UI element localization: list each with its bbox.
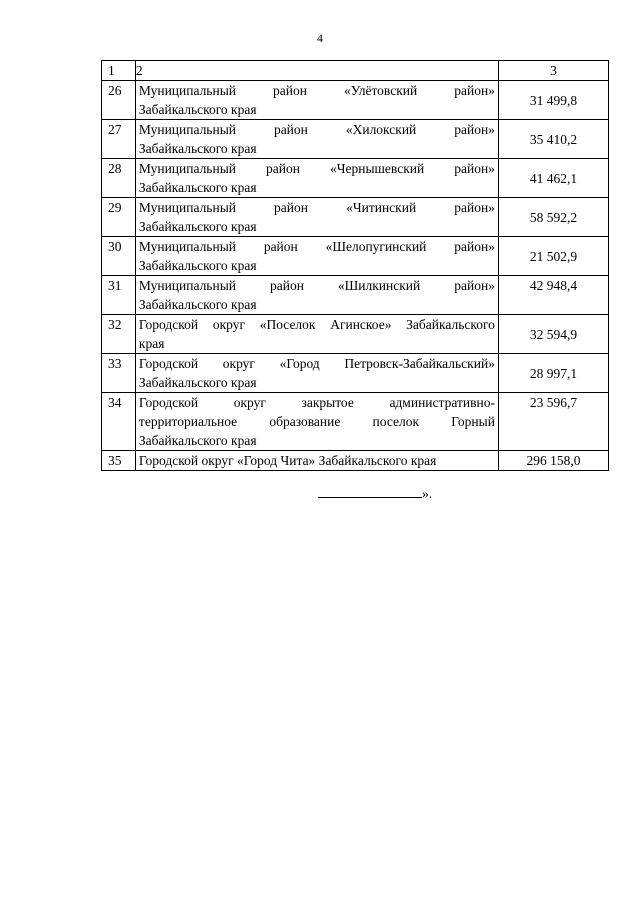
amount-value: 28 997,1 bbox=[498, 354, 608, 393]
row-number: 28 bbox=[102, 159, 136, 198]
municipality-name-line1: Муниципальный район «Шелопугинский район» bbox=[138, 239, 495, 254]
row-number: 34 bbox=[102, 393, 136, 451]
municipality-name-line1: Муниципальный район «Хилокский район» bbox=[138, 122, 495, 137]
municipality-name-line3: Забайкальского края bbox=[138, 433, 257, 448]
municipality-name bbox=[135, 276, 498, 315]
table-row bbox=[102, 159, 609, 198]
municipality-name-line2: Забайкальского края bbox=[138, 219, 257, 234]
municipality-name-line1: Муниципальный район «Чернышевский район» bbox=[138, 161, 495, 176]
municipality-name-line1: Городской округ «Поселок Агинское» Забайкальского bbox=[138, 317, 495, 332]
row-number: 27 bbox=[102, 120, 136, 159]
closing-mark bbox=[318, 485, 432, 502]
table-row bbox=[102, 451, 609, 471]
municipality-name bbox=[135, 81, 498, 120]
table-row bbox=[102, 120, 609, 159]
amount-value: 23 596,7 bbox=[498, 393, 608, 451]
table-header-row bbox=[102, 61, 609, 81]
amount-value: 58 592,2 bbox=[498, 198, 608, 237]
municipality-name-line2: Забайкальского края bbox=[138, 258, 257, 273]
row-number: 33 bbox=[102, 354, 136, 393]
amount-value: 31 499,8 bbox=[498, 81, 608, 120]
row-number: 30 bbox=[102, 237, 136, 276]
row-number: 35 bbox=[102, 451, 136, 471]
municipality-name-line2: Забайкальского края bbox=[138, 297, 257, 312]
amount-value: 41 462,1 bbox=[498, 159, 608, 198]
header-cell-1: 1 bbox=[102, 61, 136, 81]
municipality-name-line2: Забайкальского края bbox=[138, 141, 257, 156]
data-table bbox=[101, 60, 609, 471]
table-row bbox=[102, 315, 609, 354]
row-number: 31 bbox=[102, 276, 136, 315]
closing-quote: ». bbox=[422, 486, 433, 501]
municipality-name bbox=[135, 393, 498, 451]
table-row bbox=[102, 198, 609, 237]
header-cell-3: 3 bbox=[498, 61, 608, 81]
municipality-name-line2: края bbox=[138, 336, 165, 351]
table-row bbox=[102, 81, 609, 120]
municipality-name-line1: Муниципальный район «Шилкинский район» bbox=[138, 278, 495, 293]
row-number: 32 bbox=[102, 315, 136, 354]
page-number: 4 bbox=[317, 31, 323, 45]
municipality-name bbox=[135, 120, 498, 159]
municipality-name-line1: Муниципальный район «Улётовский район» bbox=[138, 83, 495, 98]
municipality-name-line2: территориальное образование поселок Горный bbox=[138, 414, 495, 429]
table-row bbox=[102, 276, 609, 315]
municipality-name bbox=[135, 159, 498, 198]
amount-value: 21 502,9 bbox=[498, 237, 608, 276]
municipality-name bbox=[135, 237, 498, 276]
signature-line bbox=[318, 485, 422, 498]
municipality-name bbox=[135, 198, 498, 237]
row-number: 29 bbox=[102, 198, 136, 237]
municipality-name-line1: Городской округ закрытое административно- bbox=[138, 395, 495, 410]
municipality-name-line2: Забайкальского края bbox=[138, 375, 257, 390]
municipality-name bbox=[135, 315, 498, 354]
amount-value: 296 158,0 bbox=[498, 451, 608, 471]
table-body bbox=[102, 61, 609, 471]
row-number: 26 bbox=[102, 81, 136, 120]
municipality-name bbox=[135, 354, 498, 393]
table-row bbox=[102, 354, 609, 393]
amount-value: 35 410,2 bbox=[498, 120, 608, 159]
municipality-name-line1: Муниципальный район «Читинский район» bbox=[138, 200, 495, 215]
amount-value: 42 948,4 bbox=[498, 276, 608, 315]
amount-value: 32 594,9 bbox=[498, 315, 608, 354]
header-cell-2: 2 bbox=[135, 61, 498, 81]
municipality-name-line1: Городской округ «Город Чита» Забайкальского края bbox=[138, 453, 437, 468]
table-row bbox=[102, 237, 609, 276]
municipality-name-line2: Забайкальского края bbox=[138, 102, 257, 117]
table-row bbox=[102, 393, 609, 451]
municipality-name-line2: Забайкальского края bbox=[138, 180, 257, 195]
municipality-name bbox=[135, 451, 498, 471]
municipality-name-line1: Городской округ «Город Петровск-Забайкальский» bbox=[138, 356, 495, 371]
